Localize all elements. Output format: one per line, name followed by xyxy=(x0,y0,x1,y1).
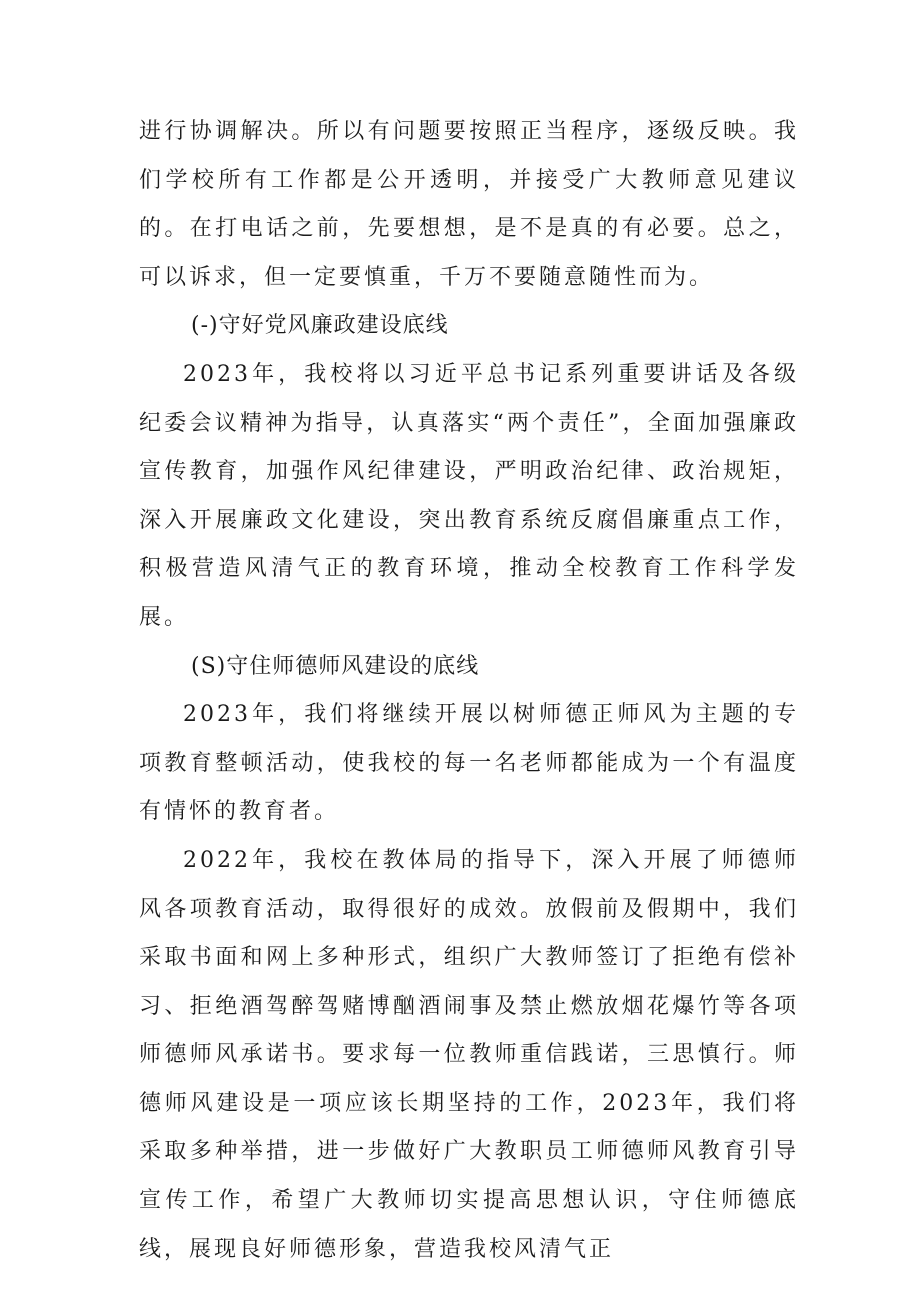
section-heading-teacher-ethics: (S)守住师德师风建设的底线 xyxy=(191,653,480,679)
paragraph-integrity-plan: 2023年，我校将以习近平总书记系列重要讲话及各级纪委会议精神为指导，认真落实“两个责任”，全面加强廉政宣传教育，加强作风纪律建设，严明政治纪律、政治规矩，深入开展廉政文化建设，突出教育系统反腐倡廉重点工作，积极营造风清气正的教育环境，推动全校教育工作科学发展。 xyxy=(139,361,799,630)
paragraph-ethics-campaign: 2023年，我们将继续开展以树师德正师风为主题的专项教育整顿活动，使我校的每一名老师都能成为一个有温度有情怀的教育者。 xyxy=(139,702,799,825)
document-body xyxy=(139,108,799,1274)
paragraph-complaint-procedure: 进行协调解决。所以有问题要按照正当程序，逐级反映。我们学校所有工作都是公开透明，并接受广大教师意见建议的。在打电话之前，先要想想，是不是真的有必要。总之，可以诉求，但一定要慎重，千万不要随意随性而为。 xyxy=(139,119,799,290)
paragraph-ethics-review: 2022年，我校在教体局的指导下，深入开展了师德师风各项教育活动，取得很好的成效。放假前及假期中，我们采取书面和网上多种形式，组织广大教师签订了拒绝有偿补习、拒绝酒驾醉驾赌博酗酒闹事及禁止燃放烟花爆竹等各项师德师风承诺书。要求每一位教师重信践诺，三思慎行。师德师风建设是一项应该长期坚持的工作，2023年，我们将采取多种举措，进一步做好广大教职员工师德师风教育引导宣传工作，希望广大教师切实提高思想认识，守住师德底线，展现良好师德形象，营造我校风清气正 xyxy=(139,847,799,1262)
section-heading-integrity: (-)守好党风廉政建设底线 xyxy=(191,313,449,339)
